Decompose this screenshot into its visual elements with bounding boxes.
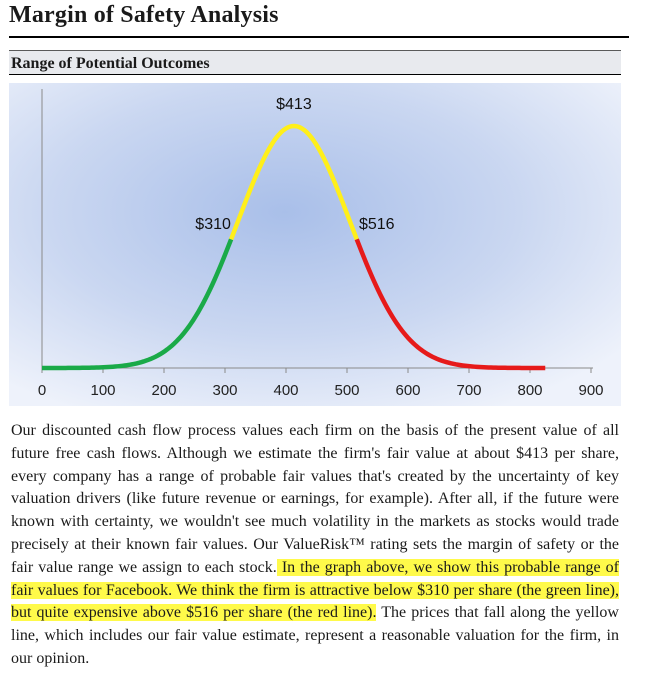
x-tick-label: 900 <box>578 382 604 399</box>
analysis-paragraph <box>11 420 619 671</box>
x-tick-label: 0 <box>37 382 47 399</box>
x-tick-label: 400 <box>273 382 299 399</box>
x-tick-label: 800 <box>517 382 543 399</box>
title-rule <box>9 36 629 38</box>
x-tick-label: 100 <box>90 382 116 399</box>
x-tick-label: 700 <box>456 382 482 399</box>
x-tick-label: 500 <box>334 382 360 399</box>
section-header <box>9 50 621 75</box>
label-high-value: $516 <box>358 216 395 233</box>
x-tick-label: 200 <box>151 382 177 399</box>
chart-svg <box>9 83 621 406</box>
paragraph-text-1: Our discounted cash flow process values each firm on the basis of the present value of all future free cash flows. Although we estimate the firm's fair value at about $413 per share, every company has a range of probable fair values that's created by the uncertainty of key valuation drivers (like future revenue or earnings, for example). After all, if the future were known with certainty, we wouldn't see much volatility in the markets as stocks would trade precisely at their known fair values. Our ValueRisk™ rating sets the margin of safety or the fair value range we assign to each stock. <box>11 422 619 576</box>
section-title: Range of Potential Outcomes <box>11 55 210 72</box>
fair-value-chart <box>9 83 621 406</box>
page-title: Margin of Safety Analysis <box>9 2 279 28</box>
x-tick-label: 600 <box>395 382 421 399</box>
paragraph-text-2: The prices that fall along the yellow line, which includes our fair value estimate, represent a reasonable valuation for the firm, in our opinion. <box>11 604 619 667</box>
plot-background <box>9 83 621 406</box>
x-tick-label: 300 <box>212 382 238 399</box>
highlighted-text: In the graph above, we show this probable range of fair values for Facebook. We think the firm is attractive below $310 per share (the green line), but quite expensive above $516 per share (the red line). <box>11 558 619 622</box>
label-fair-value: $413 <box>276 96 312 113</box>
label-low-value: $310 <box>195 216 231 233</box>
